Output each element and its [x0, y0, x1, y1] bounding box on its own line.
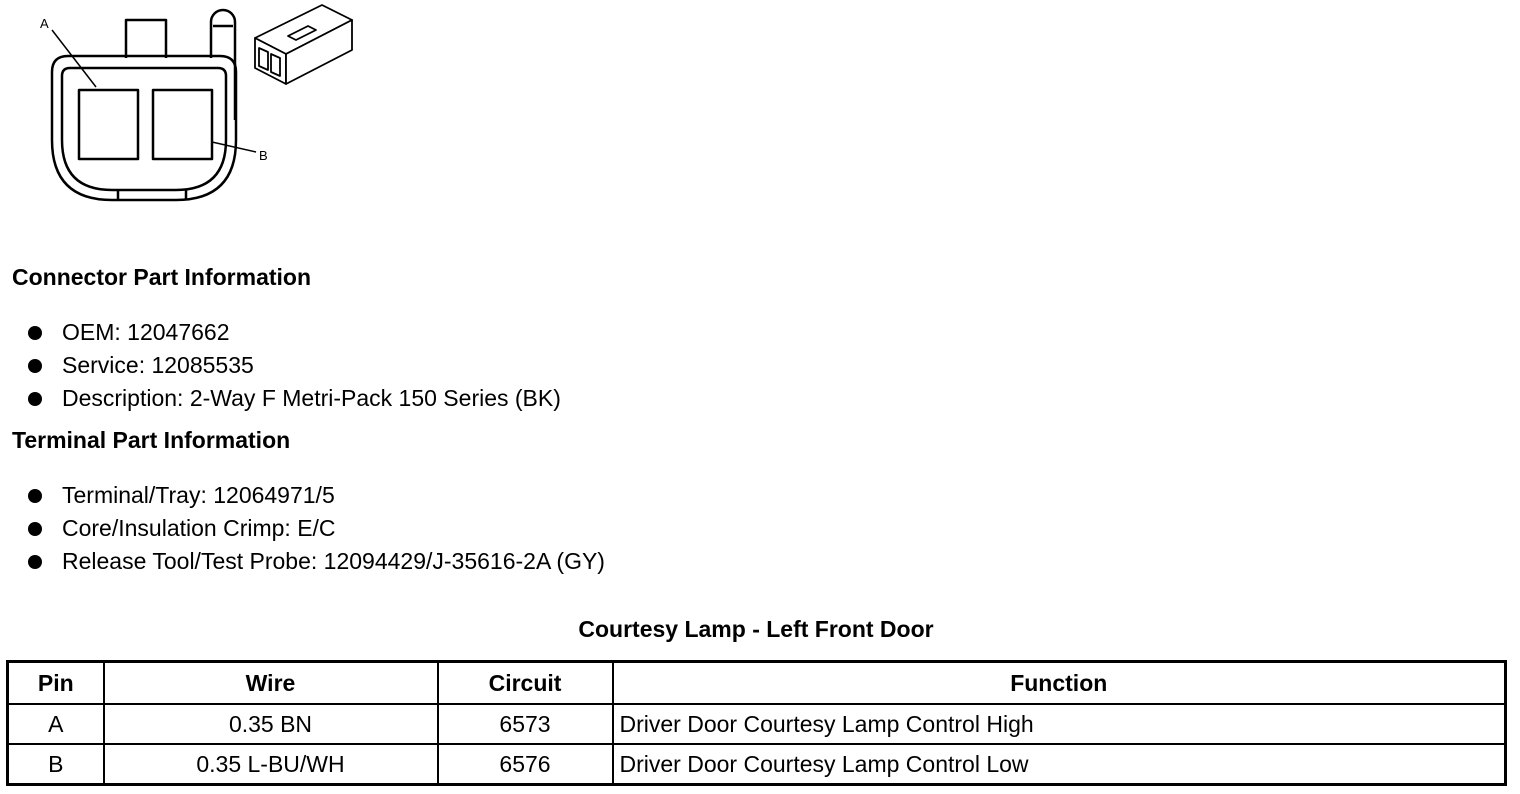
connector-diagram — [0, 0, 380, 215]
column-header-circuit: Circuit — [438, 662, 613, 705]
wire-cell: 0.35 BN — [104, 704, 438, 744]
list-item — [28, 545, 605, 578]
pin-table-title: Courtesy Lamp - Left Front Door — [578, 616, 934, 642]
bullet-icon — [28, 326, 42, 340]
bullet-icon — [28, 489, 42, 503]
connector-description-text: Description: 2-Way F Metri-Pack 150 Series (BK) — [62, 385, 561, 411]
release-tool-text: Release Tool/Test Probe: 12094429/J-35616-2A (GY) — [62, 548, 605, 574]
table-row — [8, 744, 1506, 785]
bullet-icon — [28, 392, 42, 406]
connector-isometric-thumbnail — [255, 5, 352, 84]
list-item — [28, 316, 561, 349]
bullet-icon — [28, 522, 42, 536]
wire-cell: 0.35 L-BU/WH — [104, 744, 438, 785]
list-item — [28, 512, 605, 545]
column-header-function: Function — [613, 662, 1506, 705]
column-header-pin: Pin — [8, 662, 104, 705]
connector-part-list — [28, 316, 561, 415]
pin-cell: A — [8, 704, 104, 744]
connector-service-text: Service: 12085535 — [62, 352, 254, 378]
bullet-icon — [28, 555, 42, 569]
connector-latch-tab — [126, 20, 166, 58]
pin-a-cavity — [79, 90, 138, 159]
bullet-icon — [28, 359, 42, 373]
table-header-row — [8, 662, 1506, 705]
crimp-text: Core/Insulation Crimp: E/C — [62, 515, 336, 541]
list-item — [28, 349, 561, 382]
list-item — [28, 479, 605, 512]
connector-part-heading: Connector Part Information — [12, 264, 312, 290]
function-cell: Driver Door Courtesy Lamp Control High — [613, 704, 1506, 744]
table-row — [8, 704, 1506, 744]
pin-cell: B — [8, 744, 104, 785]
terminal-part-heading: Terminal Part Information — [12, 427, 291, 453]
terminal-part-list — [28, 479, 605, 578]
pin-b-cavity — [153, 90, 212, 159]
callout-b-label: B — [259, 148, 268, 163]
circuit-cell: 6573 — [438, 704, 613, 744]
function-cell: Driver Door Courtesy Lamp Control Low — [613, 744, 1506, 785]
circuit-cell: 6576 — [438, 744, 613, 785]
connector-oem-text: OEM: 12047662 — [62, 319, 230, 345]
column-header-wire: Wire — [104, 662, 438, 705]
terminal-tray-text: Terminal/Tray: 12064971/5 — [62, 482, 335, 508]
callout-a-label: A — [40, 16, 49, 31]
pin-table — [6, 660, 1507, 786]
list-item — [28, 382, 561, 415]
